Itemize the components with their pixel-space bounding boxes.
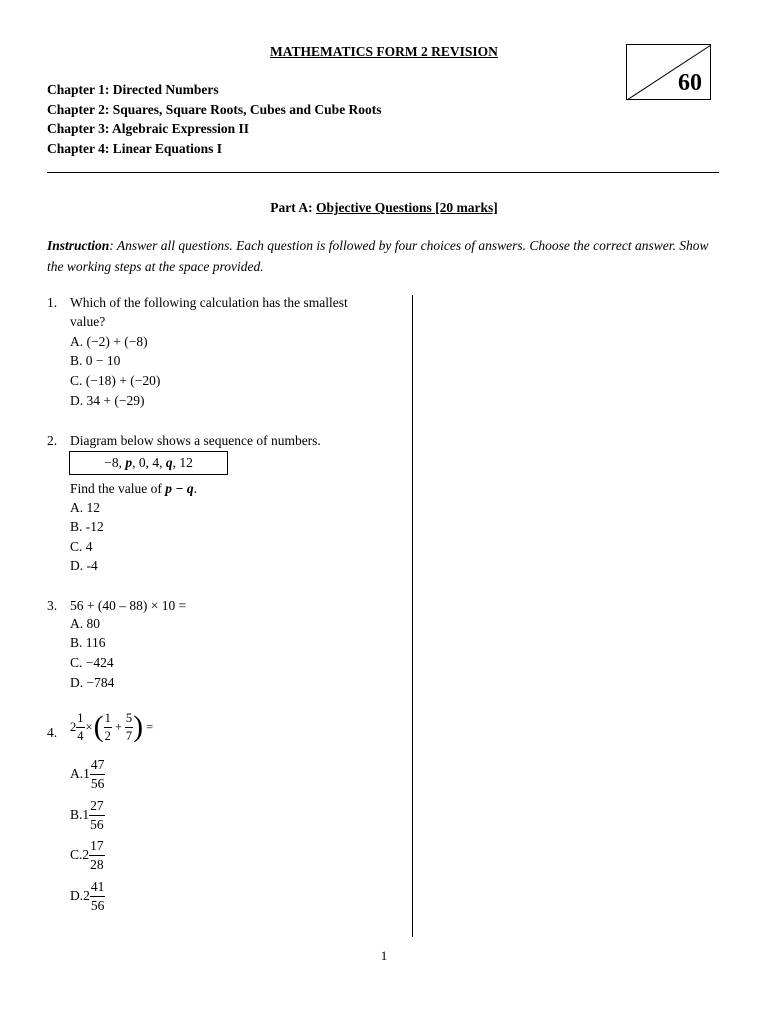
chapter-2: Chapter 2: Squares, Square Roots, Cubes and Cube Roots [47,102,382,117]
whole-number: 2 [70,719,77,734]
question-text: Which of the following calculation has the smallest [70,295,348,310]
page-title: MATHEMATICS FORM 2 REVISION [270,44,498,59]
find-prefix: Find the value of [70,481,166,496]
numerator: 1 [76,712,84,728]
denominator: 7 [125,728,133,743]
denominator: 56 [90,897,105,913]
option-c [70,839,105,871]
part-a-label: Part A: [270,200,316,215]
option-label: A. [70,766,84,781]
instruction-text: : Answer all questions. Each question is followed by four choices of answers. Choose the correct answer. Show the working steps at the space provided. [47,238,709,274]
marks-box [626,44,711,100]
number-sequence: −8, p, 0, 4, q, 12 [104,455,193,470]
question-text-cont: value? [70,314,106,329]
left-paren: ( [93,710,104,743]
option-a [70,758,105,790]
option-b [70,799,105,831]
find-instruction [70,481,197,497]
option-fraction [89,799,105,831]
equals-sign: = [146,719,154,734]
option-d [70,880,105,912]
numerator: 1 [104,712,112,728]
option-label: C. [70,847,83,862]
fraction-1 [76,712,84,742]
find-expression: p − q [165,481,194,496]
option-label: D. [70,888,84,903]
denominator: 2 [104,728,111,743]
option-b: B. 116 [70,635,106,650]
option-whole: 1 [83,766,90,781]
denominator: 4 [77,728,84,743]
option-a: A. 12 [70,500,100,515]
denominator: 56 [90,775,105,791]
find-suffix: . [193,481,198,496]
option-c: C. (−18) + (−20) [70,373,161,388]
fraction-3 [125,712,133,742]
part-a-heading [0,200,768,216]
option-whole: 2 [82,847,90,862]
option-whole: 2 [83,888,90,903]
question-number: 3. [47,598,58,613]
option-d: D. 34 + (−29) [70,393,145,408]
option-c: C. −424 [70,655,114,670]
question-number: 4. [47,725,58,740]
instruction-label: Instruction [47,238,110,253]
option-fraction [90,758,106,790]
question-text: 56 + (40 – 88) × 10 = [70,598,187,613]
right-paren: ) [133,710,144,743]
question-number: 2. [47,433,58,448]
question-number: 1. [47,295,58,310]
numerator: 41 [90,880,106,897]
option-fraction [89,839,105,871]
page-number: 1 [380,948,388,963]
option-b: B. -12 [70,519,104,534]
working-space-divider [412,295,413,937]
sequence-box [69,451,228,475]
instruction [47,235,723,277]
option-b: B. 0 − 10 [70,353,121,368]
chapter-1: Chapter 1: Directed Numbers [47,82,219,97]
chapter-3: Chapter 3: Algebraic Expression II [47,121,250,136]
denominator: 28 [90,856,104,872]
option-a: A. (−2) + (−8) [70,334,148,349]
numerator: 47 [90,758,106,775]
option-fraction [90,880,106,912]
part-a-title: Objective Questions [20 marks] [315,200,498,215]
fraction-2 [104,712,112,742]
option-d: D. −784 [70,675,115,690]
denominator: 56 [90,816,104,832]
question-text: Diagram below shows a sequence of numbers. [70,433,321,448]
chapter-4: Chapter 4: Linear Equations I [47,141,223,156]
option-a: A. 80 [70,616,100,631]
question-expression [70,712,153,742]
numerator: 5 [125,712,133,728]
option-c: C. 4 [70,539,93,554]
option-d: D. -4 [70,558,98,573]
numerator: 27 [89,799,105,816]
total-marks: 60 [678,70,702,96]
times-sign: × [85,719,93,734]
option-label: B. [70,807,83,822]
plus-sign: + [114,719,122,734]
header-divider [47,172,719,173]
numerator: 17 [89,839,105,856]
option-whole: 1 [82,807,90,822]
